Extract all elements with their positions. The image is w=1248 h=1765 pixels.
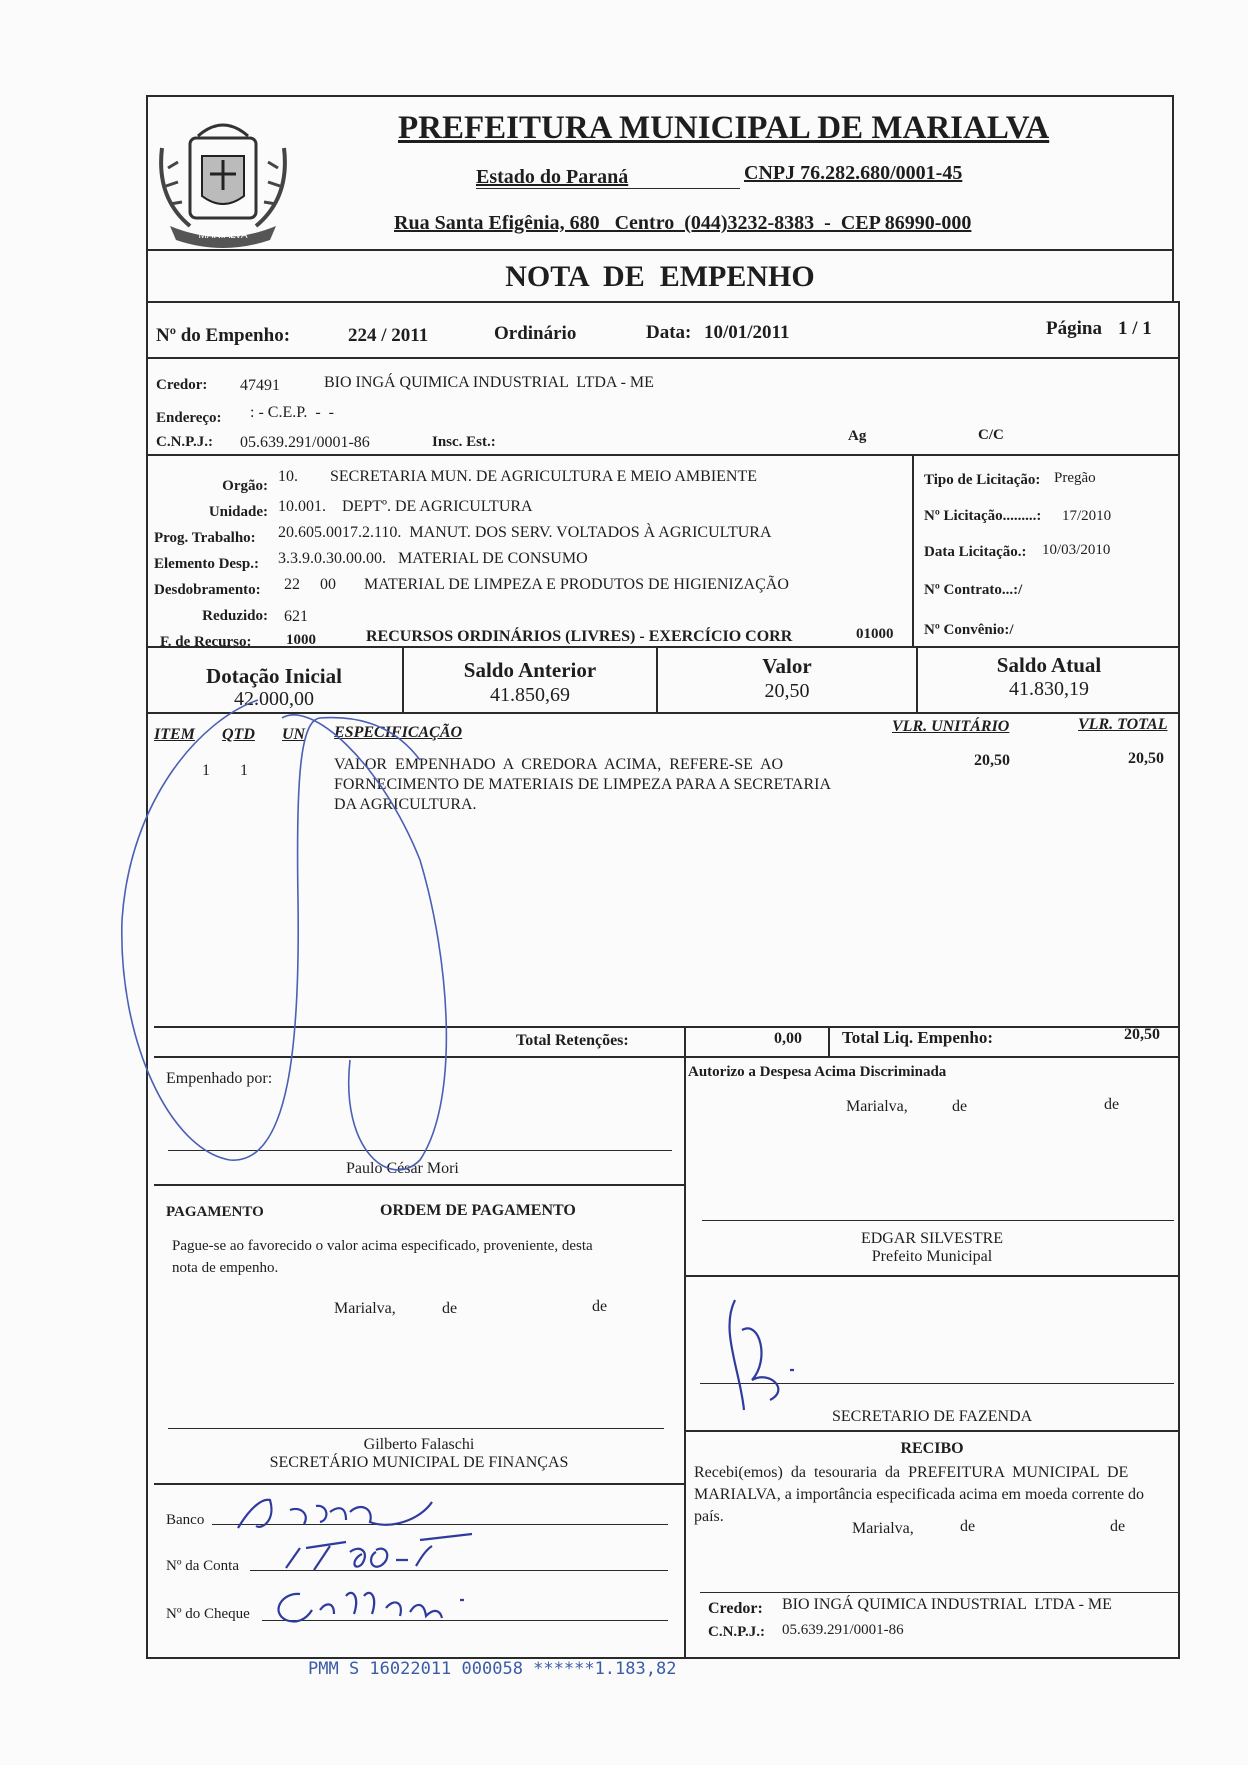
licitacao-type-label: Tipo de Licitação: (924, 472, 1041, 488)
un-column-header: UN (282, 726, 306, 743)
orgao-label: Orgão: (222, 478, 268, 494)
prefeito-name: EDGAR SILVESTRE (860, 1230, 1004, 1247)
qtd-column-header: QTD (222, 726, 255, 743)
financas-name: Gilberto Falaschi (363, 1436, 475, 1453)
item-spec-line3: DA AGRICULTURA. (334, 796, 477, 813)
empenho-date: 10/01/2011 (704, 322, 790, 343)
contrato-label: Nº Contrato...:/ (924, 582, 1023, 598)
pagamento-de1: de (442, 1300, 458, 1317)
licitacao-type: Pregão (1054, 470, 1096, 486)
fazenda-title: SECRETARIO DE FAZENDA (832, 1408, 1033, 1425)
handwriting-banco (238, 1500, 432, 1528)
autorizo-label: Autorizo a Despesa Acima Discriminada (688, 1064, 947, 1080)
pagamento-local: Marialva, (334, 1300, 396, 1317)
licitacao-date-label: Data Licitação.: (924, 544, 1027, 560)
valor-label: Valor (762, 654, 812, 678)
credor-code: 47491 (240, 377, 280, 394)
recibo-credor: BIO INGÁ QUIMICA INDUSTRIAL LTDA - ME (782, 1596, 1112, 1613)
recurso-label: F. de Recurso: (160, 634, 252, 650)
item-spec-line2: FORNECIMENTO DE MATERIAIS DE LIMPEZA PARA A SECRETARIA (334, 776, 831, 793)
desdobramento-value: 22 00 MATERIAL DE LIMPEZA E PRODUTOS DE HIGIENIZAÇÃO (284, 576, 789, 593)
dotacao-inicial-value: 42.000,00 (234, 688, 314, 710)
retencoes-value: 0,00 (774, 1030, 802, 1047)
prog-label: Prog. Trabalho: (154, 530, 256, 546)
recibo-text-line3: país. (694, 1508, 724, 1525)
licitacao-date: 10/03/2010 (1042, 542, 1111, 558)
ag-label: Ag (848, 428, 867, 444)
autorizo-de2: de (1104, 1096, 1120, 1113)
pagamento-de2: de (592, 1298, 608, 1315)
banco-label: Banco (166, 1512, 205, 1528)
cheque-label: Nº do Cheque (166, 1606, 250, 1622)
reduzido-value: 621 (284, 608, 308, 625)
header-address: Rua Santa Efigênia, 680 Centro (044)3232-8383 - CEP 86990-000 (394, 212, 972, 234)
svg-text:MARIALVA: MARIALVA (198, 230, 248, 241)
signature-loop-left (122, 700, 420, 1160)
recibo-text-line2: MARIALVA, a importância especificada acima em moeda corrente do (694, 1486, 1145, 1503)
signature-fazenda (729, 1300, 794, 1410)
prog-value: 20.605.0017.2.110. MANUT. DOS SERV. VOLTADOS À AGRICULTURA (278, 524, 772, 541)
retencoes-label: Total Retenções: (516, 1032, 629, 1049)
payment-stamp: PMM S 16022011 000058 ******1.183,82 (308, 1659, 677, 1679)
endereco-label: Endereço: (156, 410, 222, 426)
licitacao-number: 17/2010 (1062, 508, 1112, 524)
recibo-label: RECIBO (900, 1440, 964, 1457)
dotacao-inicial-label: Dotação Inicial (206, 664, 342, 688)
unidade-value: 10.001. DEPTº. DE AGRICULTURA (278, 498, 533, 515)
recibo-cnpj-label: C.N.P.J.: (708, 1624, 765, 1640)
handwriting-conta (286, 1534, 472, 1570)
recurso-code: 1000 (286, 632, 316, 648)
empenho-number-label: Nº do Empenho: (156, 325, 291, 346)
recurso-number: 01000 (856, 626, 894, 642)
liquido-value: 20,50 (1124, 1026, 1160, 1043)
empenhado-label: Empenhado por: (166, 1070, 273, 1087)
cc-label: C/C (978, 427, 1004, 443)
handwriting-cheque (279, 1593, 464, 1622)
vlr-unit-column-header: VLR. UNITÁRIO (892, 718, 1010, 735)
signature-loop-right (282, 715, 446, 1170)
desdobramento-label: Desdobramento: (154, 582, 261, 598)
ordem-pagamento-label: ORDEM DE PAGAMENTO (380, 1202, 576, 1219)
credor-cnpj: 05.639.291/0001-86 (240, 434, 370, 451)
vlr-total-column-header: VLR. TOTAL (1078, 716, 1168, 733)
financas-title: SECRETÁRIO MUNICIPAL DE FINANÇAS (269, 1454, 569, 1471)
empenho-type: Ordinário (494, 323, 577, 344)
saldo-atual-label: Saldo Atual (996, 653, 1102, 677)
pagamento-text-line2: nota de empenho. (172, 1260, 279, 1276)
liquido-label: Total Liq. Empenho: (842, 1028, 993, 1047)
recibo-credor-label: Credor: (708, 1600, 763, 1617)
saldo-anterior-label: Saldo Anterior (463, 658, 597, 682)
orgao-value: 10. SECRETARIA MUN. DE AGRICULTURA E MEIO AMBIENTE (278, 468, 758, 485)
valor-value: 20,50 (764, 680, 810, 702)
pagamento-label: PAGAMENTO (166, 1204, 264, 1220)
empenho-date-label: Data: (646, 322, 692, 343)
saldo-anterior-value: 41.850,69 (490, 684, 570, 706)
recibo-de1: de (960, 1518, 976, 1535)
autorizo-local: Marialva, (846, 1098, 908, 1115)
unidade-label: Unidade: (208, 504, 268, 520)
item-number: 1 (202, 762, 210, 779)
header-cnpj: CNPJ 76.282.680/0001-45 (744, 162, 963, 184)
elemento-label: Elemento Desp.: (154, 556, 259, 572)
page-number: 1 / 1 (1118, 318, 1152, 339)
endereco-value: : - C.E.P. - - (250, 404, 334, 421)
header-title: PREFEITURA MUNICIPAL DE MARIALVA (398, 110, 1050, 146)
espec-column-header: ESPECIFICAÇÃO (334, 724, 463, 741)
recibo-cnpj: 05.639.291/0001-86 (782, 1622, 904, 1638)
recurso-desc: RECURSOS ORDINÁRIOS (LIVRES) - EXERCÍCIO CORR (366, 628, 793, 645)
saldo-atual-value: 41.830,19 (1009, 678, 1089, 700)
item-qty: 1 (240, 762, 248, 779)
credor-cnpj-label: C.N.P.J.: (156, 434, 213, 450)
header-state: Estado do Paraná (476, 166, 629, 188)
recibo-local: Marialva, (852, 1520, 914, 1537)
credor-name: BIO INGÁ QUIMICA INDUSTRIAL LTDA - ME (324, 374, 654, 391)
item-unit-value: 20,50 (974, 752, 1010, 769)
insc-est-label: Insc. Est.: (432, 434, 496, 450)
conta-label: Nº da Conta (166, 1558, 239, 1574)
autorizo-de1: de (952, 1098, 968, 1115)
item-column-header: ITEM (154, 726, 195, 743)
empenhado-name: Paulo César Mori (346, 1160, 459, 1177)
recibo-text-line1: Recebi(emos) da tesouraria da PREFEITURA MUNICIPAL DE (694, 1464, 1129, 1481)
reduzido-label: Reduzido: (202, 608, 268, 624)
convenio-label: Nº Convênio:/ (924, 622, 1014, 638)
licitacao-number-label: Nº Licitação.........: (924, 508, 1042, 524)
empenho-number: 224 / 2011 (348, 325, 429, 346)
item-total-value: 20,50 (1128, 750, 1164, 767)
item-spec-line1: VALOR EMPENHADO A CREDORA ACIMA, REFERE-SE AO (334, 756, 784, 773)
page-label: Página (1046, 318, 1102, 339)
pagamento-text-line1: Pague-se ao favorecido o valor acima especificado, proveniente, desta (172, 1238, 593, 1254)
credor-label: Credor: (156, 377, 208, 393)
doc-title: NOTA DE EMPENHO (505, 260, 815, 293)
prefeito-title: Prefeito Municipal (871, 1248, 993, 1265)
elemento-value: 3.3.9.0.30.00.00. MATERIAL DE CONSUMO (278, 550, 588, 567)
recibo-de2: de (1110, 1518, 1126, 1535)
